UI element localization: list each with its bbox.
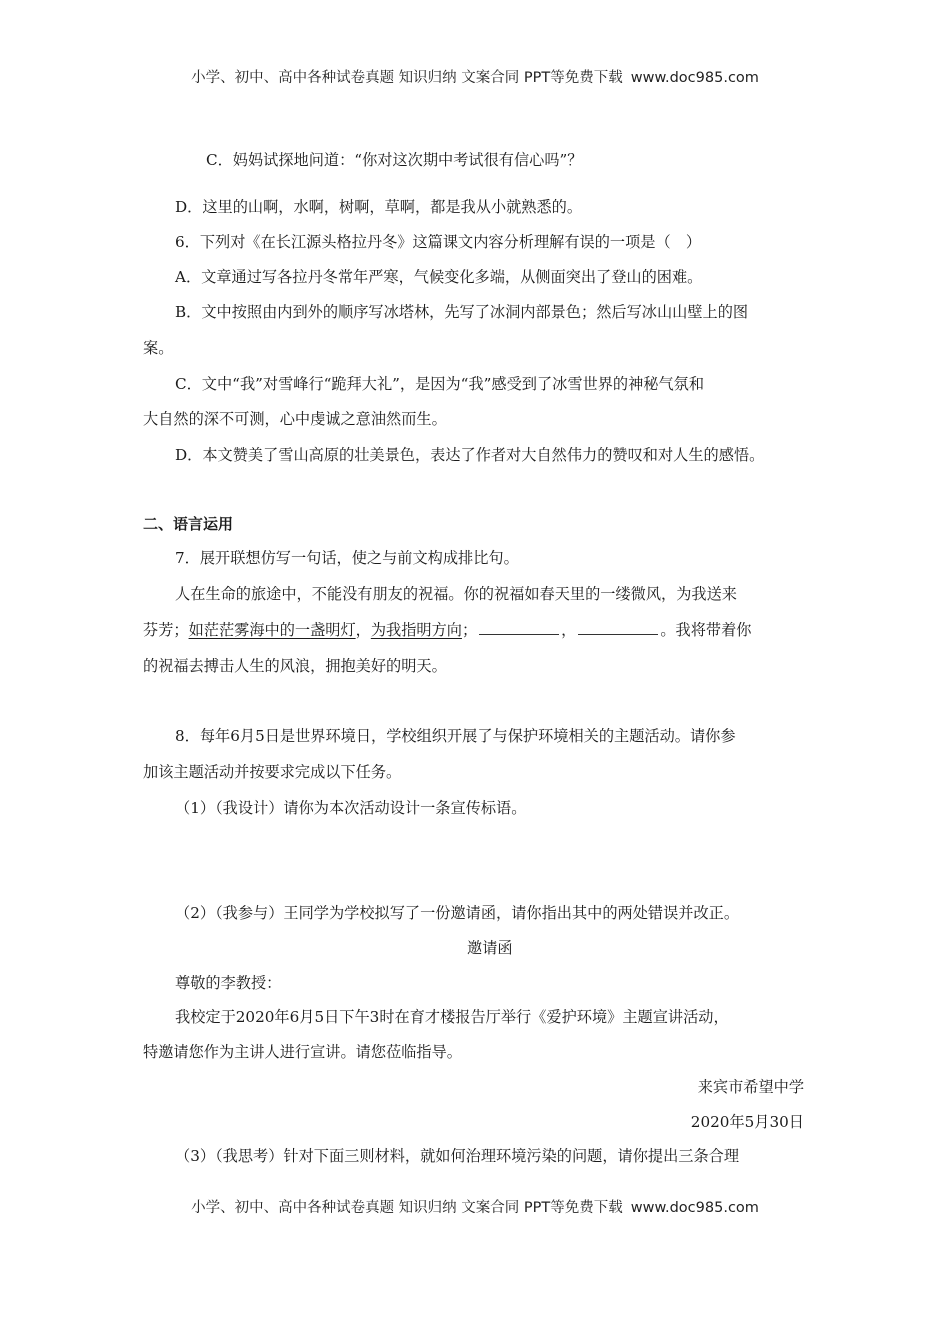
header-text: 小学、初中、高中各种试卷真题 知识归纳 文案合同 PPT等免费下载 [191,70,623,86]
q8-task1: （1）（我设计）请你为本次活动设计一条宣传标语。 [175,799,527,817]
q7-text-d: 。我将带着你 [660,621,752,639]
q7-text-a: 芬芳； [143,621,189,639]
q6-option-c-line2: 大自然的深不可测，心中虔诚之意油然而生。 [143,410,447,428]
q6-option-c-line1: C．文中“我”对雪峰行“跪拜大礼”，是因为“我”感受到了冰雪世界的神秘气氛和 [175,375,705,393]
q6-option-a: A．文章通过写各拉丹冬常年严寒，气候变化多端，从侧面突出了登山的困难。 [175,268,703,286]
letter-body-line1: 我校定于2020年6月5日下午3时在育才楼报告厅举行《爱护环境》主题宣讲活动， [175,1008,729,1026]
q7-example-1: 如茫茫雾海中的一盏明灯 [188,621,356,639]
q7-text-b: ， [355,621,371,639]
q6-option-b-line2: 案。 [143,339,174,357]
q7-text-line2 [143,620,751,640]
q7-answer-blank-1[interactable] [479,620,559,635]
q6-option-b-line1: B．文中按照由内到外的顺序写冰塔林，先写了冰洞内部景色；然后写冰山山壁上的图 [175,303,749,321]
q8-stem-line2: 加该主题活动并按要求完成以下任务。 [143,763,402,781]
page-footer [0,1196,950,1217]
letter-body-line2: 特邀请您作为主讲人进行宣讲。请您莅临指导。 [143,1043,462,1061]
letter-date: 2020年5月30日 [690,1113,804,1131]
letter-salutation: 尊敬的李教授： [175,974,282,992]
q5-option-c: C．妈妈试探地问道：“你对这次期中考试很有信心吗”？ [206,151,583,169]
q8-stem-line1: 8．每年6月5日是世界环境日，学校组织开展了与保护环境相关的主题活动。请你参 [175,727,736,745]
q6-option-d: D．本文赞美了雪山高原的壮美景色，表达了作者对大自然伟力的赞叹和对人生的感悟。 [175,446,765,464]
q7-example-2: 为我指明方向 [370,621,462,639]
header-url[interactable]: www.doc985.com [630,70,759,86]
q8-task3: （3）（我思考）针对下面三则材料，就如何治理环境污染的问题，请你提出三条合理 [175,1147,740,1165]
section-title: 二、语言运用 [143,515,234,533]
q7-stem: 7．展开联想仿写一句话，使之与前文构成排比句。 [175,549,519,567]
page-header [0,66,950,87]
footer-url[interactable]: www.doc985.com [630,1200,759,1216]
q5-option-d: D．这里的山啊，水啊，树啊，草啊，都是我从小就熟悉的。 [175,198,583,216]
letter-signature: 来宾市希望中学 [697,1078,804,1096]
q7-text-line3: 的祝福去搏击人生的风浪，拥抱美好的明天。 [143,657,447,675]
footer-text: 小学、初中、高中各种试卷真题 知识归纳 文案合同 PPT等免费下载 [191,1200,623,1216]
q8-task2: （2）（我参与）王同学为学校拟写了一份邀请函，请你指出其中的两处错误并改正。 [175,904,740,922]
q6-stem: 6．下列对《在长江源头格拉丹冬》这篇课文内容分析理解有误的一项是（ ） [175,233,702,251]
q7-text-line1: 人在生命的旅途中，不能没有朋友的祝福。你的祝福如春天里的一缕微风，为我送来 [175,585,737,603]
q7-answer-blank-2[interactable] [578,620,658,635]
letter-title: 邀请函 [467,939,513,957]
q7-text-comma: ， [561,621,577,639]
q7-text-c: ； [461,621,478,639]
